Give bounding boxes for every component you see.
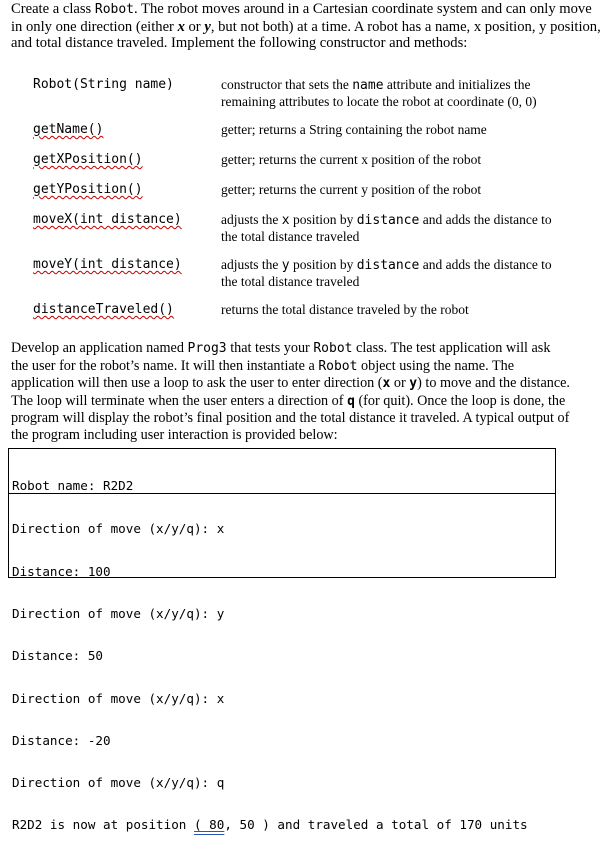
assignment-paragraph: Develop an application named Prog3 that tests your Robot class. The test application will ask the user for the robot’s name. It will then instantiate a Robot object using the name. The application will then use a loop to ask the user to enter direction (x or y) to move and the distance. The loop will terminate when the user enters a direction of q (for quit). Once the loop is done, the program will display the robot’s final position and the total distance it traveled. A typical output of the program including user interaction is provided below: — [11, 340, 570, 443]
console-line: Direction of move (x/y/q): x — [12, 690, 225, 706]
console-line: Robot name: R2D2 — [9, 479, 555, 494]
method-description: adjusts the y position by distance and adds the distance to the total distance traveled — [221, 257, 552, 289]
method-signature: moveY(int distance) — [33, 257, 182, 272]
method-signature: getYPosition() — [33, 182, 143, 197]
method-signature: moveX(int distance) — [33, 212, 182, 227]
class-name: Robot — [94, 2, 135, 17]
console-line: Distance: -20 — [12, 732, 111, 748]
method-signature: getName() — [33, 122, 104, 137]
method-description: getter; returns the current y position of the robot — [221, 182, 482, 197]
method-description: returns the total distance traveled by the robot — [221, 302, 469, 317]
method-description: getter; returns a String containing the robot name — [221, 122, 487, 137]
console-line: Direction of move (x/y/q): q — [12, 775, 225, 791]
console-line: Direction of move (x/y/q): x — [12, 521, 225, 537]
method-signature: Robot(String name) — [33, 77, 174, 92]
method-description: constructor that sets the name attribute and initializes the remaining attributes to locate the robot at coordinate (0, 0) — [221, 77, 537, 109]
method-description: adjusts the x position by distance and adds the distance to the total distance traveled — [221, 212, 552, 244]
console-line: Distance: 100 — [12, 563, 111, 579]
console-line: Distance: 50 — [12, 648, 103, 664]
method-signature: distanceTraveled() — [33, 302, 174, 317]
method-signature: getXPosition() — [33, 152, 143, 167]
console-output — [8, 448, 556, 833]
console-final-line: R2D2 is now at position ( 80, 50 ) and traveled a total of 170 units — [12, 817, 528, 833]
console-line: Direction of move (x/y/q): y — [12, 606, 225, 622]
method-description: getter; returns the current x position of the robot — [221, 152, 482, 167]
intro-paragraph: Create a class Robot. The robot moves around in a Cartesian coordinate system and can only move in only one direction (either x or y, but not both) at a time. A robot has a name, x position, y position, and total distance traveled. Implement the following constructor and methods: — [11, 1, 601, 51]
